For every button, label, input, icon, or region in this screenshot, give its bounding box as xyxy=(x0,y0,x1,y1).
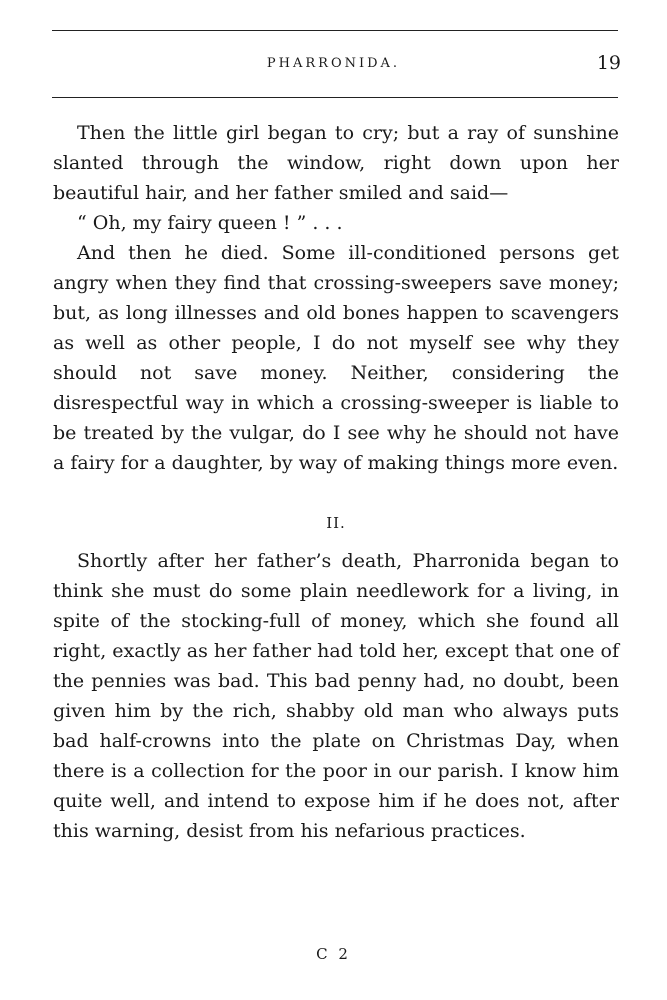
paragraph: And then he died. Some ill-conditioned persons get angry when they find that crossing-sweepers save money; but, as long illnesses and old bones happen to scavengers as well as other people, I do not myself see why they should not save money. Neither, considering the disrespectful way in which a crossing-sweeper is liable to be treated by the vulgar, do I see why he should not have a fairy for a daughter, by way of making things more even. xyxy=(53,242,619,474)
paragraph-quote: “ Oh, my fairy queen ! ” . . . xyxy=(77,212,343,234)
section-number: II. xyxy=(326,514,346,532)
paragraph: Shortly after her father’s death, Pharronida began to think she must do some plain needlework for a living, in spite of the stocking-full of money, which she found all right, exactly as her father had told her, except that one of the pennies was bad. This bad penny had, no doubt, been given him by the rich, shabby old man who always puts bad half-crowns into the plate on Christmas Day, when there is a collection for the poor in our parish. I know him quite well, and intend to expose him if he does not, after this warning, desist from his nefarious practices. xyxy=(53,550,619,842)
signature-mark: C 2 xyxy=(316,945,351,963)
paragraph: Then the little girl began to cry; but a ray of sunshine slanted through the window, right down upon her beautiful hair, and her father smiled and said— xyxy=(53,122,619,204)
text-block xyxy=(53,118,619,846)
page-number: 19 xyxy=(596,52,621,74)
header-rule xyxy=(52,97,618,98)
top-rule xyxy=(52,30,618,31)
running-title: PHARRONIDA. xyxy=(266,56,401,71)
